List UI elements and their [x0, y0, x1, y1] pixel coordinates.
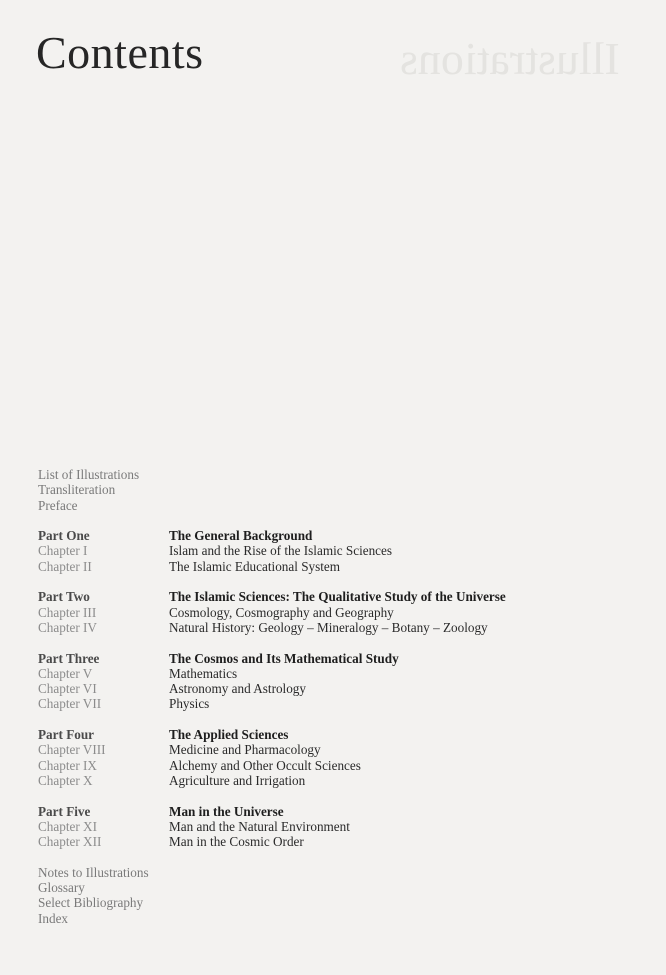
- part-heading-label: Part One: [38, 528, 90, 544]
- chapter-entry: [38, 742, 638, 757]
- back-matter-entry: [38, 880, 638, 895]
- chapter-entry: [38, 834, 638, 849]
- chapter-entry-label: Chapter VIII: [38, 742, 106, 758]
- part-heading: [38, 727, 638, 742]
- chapter-entry: [38, 681, 638, 696]
- front-matter-entry-label: Transliteration: [38, 482, 116, 498]
- part-heading: [38, 651, 638, 666]
- chapter-entry-label: Chapter V: [38, 665, 93, 681]
- front-matter-entry-label: List of Illustrations: [38, 467, 140, 482]
- chapter-entry-title: Astronomy and Astrology: [169, 681, 306, 697]
- back-matter-entry: [38, 865, 638, 880]
- chapter-entry-label: Chapter I: [38, 543, 88, 559]
- chapter-entry-label: Chapter IV: [38, 619, 97, 635]
- page-title: Contents: [36, 27, 204, 78]
- back-matter-entry-label: Index: [38, 910, 69, 926]
- chapter-entry: [38, 543, 638, 558]
- chapter-entry: [38, 819, 638, 834]
- part-heading-label: Part Five: [38, 803, 91, 819]
- table-of-contents: [38, 467, 638, 926]
- front-matter-entry: [38, 498, 638, 513]
- spacer: [38, 635, 638, 650]
- chapter-entry: [38, 620, 638, 635]
- chapter-entry-label: Chapter X: [38, 772, 93, 788]
- spacer: [38, 788, 638, 803]
- chapter-entry-title: Cosmology, Cosmography and Geography: [169, 604, 394, 620]
- chapter-entry-title: Agriculture and Irrigation: [169, 772, 306, 788]
- chapter-entry-title: Man and the Natural Environment: [169, 818, 350, 834]
- back-matter-entry-label: Glossary: [38, 880, 85, 896]
- chapter-entry-title: Medicine and Pharmacology: [169, 742, 321, 758]
- part-heading: [38, 804, 638, 819]
- chapter-entry: [38, 605, 638, 620]
- chapter-entry-title: Natural History: Geology – Mineralogy – Botany – Zoology: [169, 619, 488, 635]
- spacer: [38, 574, 638, 589]
- front-matter-entry: [38, 467, 638, 482]
- part-heading-label: Part Three: [38, 650, 100, 666]
- chapter-entry-label: Chapter IX: [38, 757, 97, 773]
- chapter-entry-title: Man in the Cosmic Order: [169, 834, 304, 850]
- back-matter-entry: [38, 911, 638, 926]
- chapter-entry-label: Chapter VI: [38, 681, 97, 697]
- chapter-entry-label: Chapter II: [38, 558, 92, 574]
- part-heading-title: The Cosmos and Its Mathematical Study: [169, 650, 399, 666]
- chapter-entry-title: Physics: [169, 696, 210, 712]
- back-matter-entry-label: Select Bibliography: [38, 895, 144, 911]
- back-matter-entry: [38, 895, 638, 910]
- spacer: [38, 513, 638, 528]
- chapter-entry-label: Chapter III: [38, 604, 97, 620]
- chapter-entry-label: Chapter XII: [38, 834, 102, 850]
- front-matter-entry: [38, 482, 638, 497]
- spacer: [38, 712, 638, 727]
- chapter-entry: [38, 773, 638, 788]
- chapter-entry-title: Alchemy and Other Occult Sciences: [169, 757, 361, 773]
- part-heading: [38, 589, 638, 604]
- part-heading-label: Part Four: [38, 727, 95, 743]
- chapter-entry: [38, 758, 638, 773]
- chapter-entry: [38, 559, 638, 574]
- front-matter-entry-label: Preface: [38, 497, 78, 513]
- part-heading-title: The General Background: [169, 528, 313, 544]
- chapter-entry-label: Chapter XI: [38, 818, 97, 834]
- part-heading-title: Man in the Universe: [169, 803, 284, 819]
- part-heading-label: Part Two: [38, 589, 90, 605]
- part-heading: [38, 528, 638, 543]
- chapter-entry: [38, 696, 638, 711]
- part-heading-title: The Islamic Sciences: The Qualitative Study of the Universe: [169, 589, 506, 605]
- show-through-title: Illustrations: [400, 33, 620, 84]
- chapter-entry-title: Mathematics: [169, 665, 238, 681]
- part-heading-title: The Applied Sciences: [169, 727, 289, 743]
- chapter-entry: [38, 666, 638, 681]
- chapter-entry-title: The Islamic Educational System: [169, 558, 341, 574]
- spacer: [38, 849, 638, 864]
- chapter-entry-label: Chapter VII: [38, 696, 102, 712]
- chapter-entry-title: Islam and the Rise of the Islamic Sciences: [169, 543, 393, 559]
- back-matter-entry-label: Notes to Illustrations: [38, 864, 149, 880]
